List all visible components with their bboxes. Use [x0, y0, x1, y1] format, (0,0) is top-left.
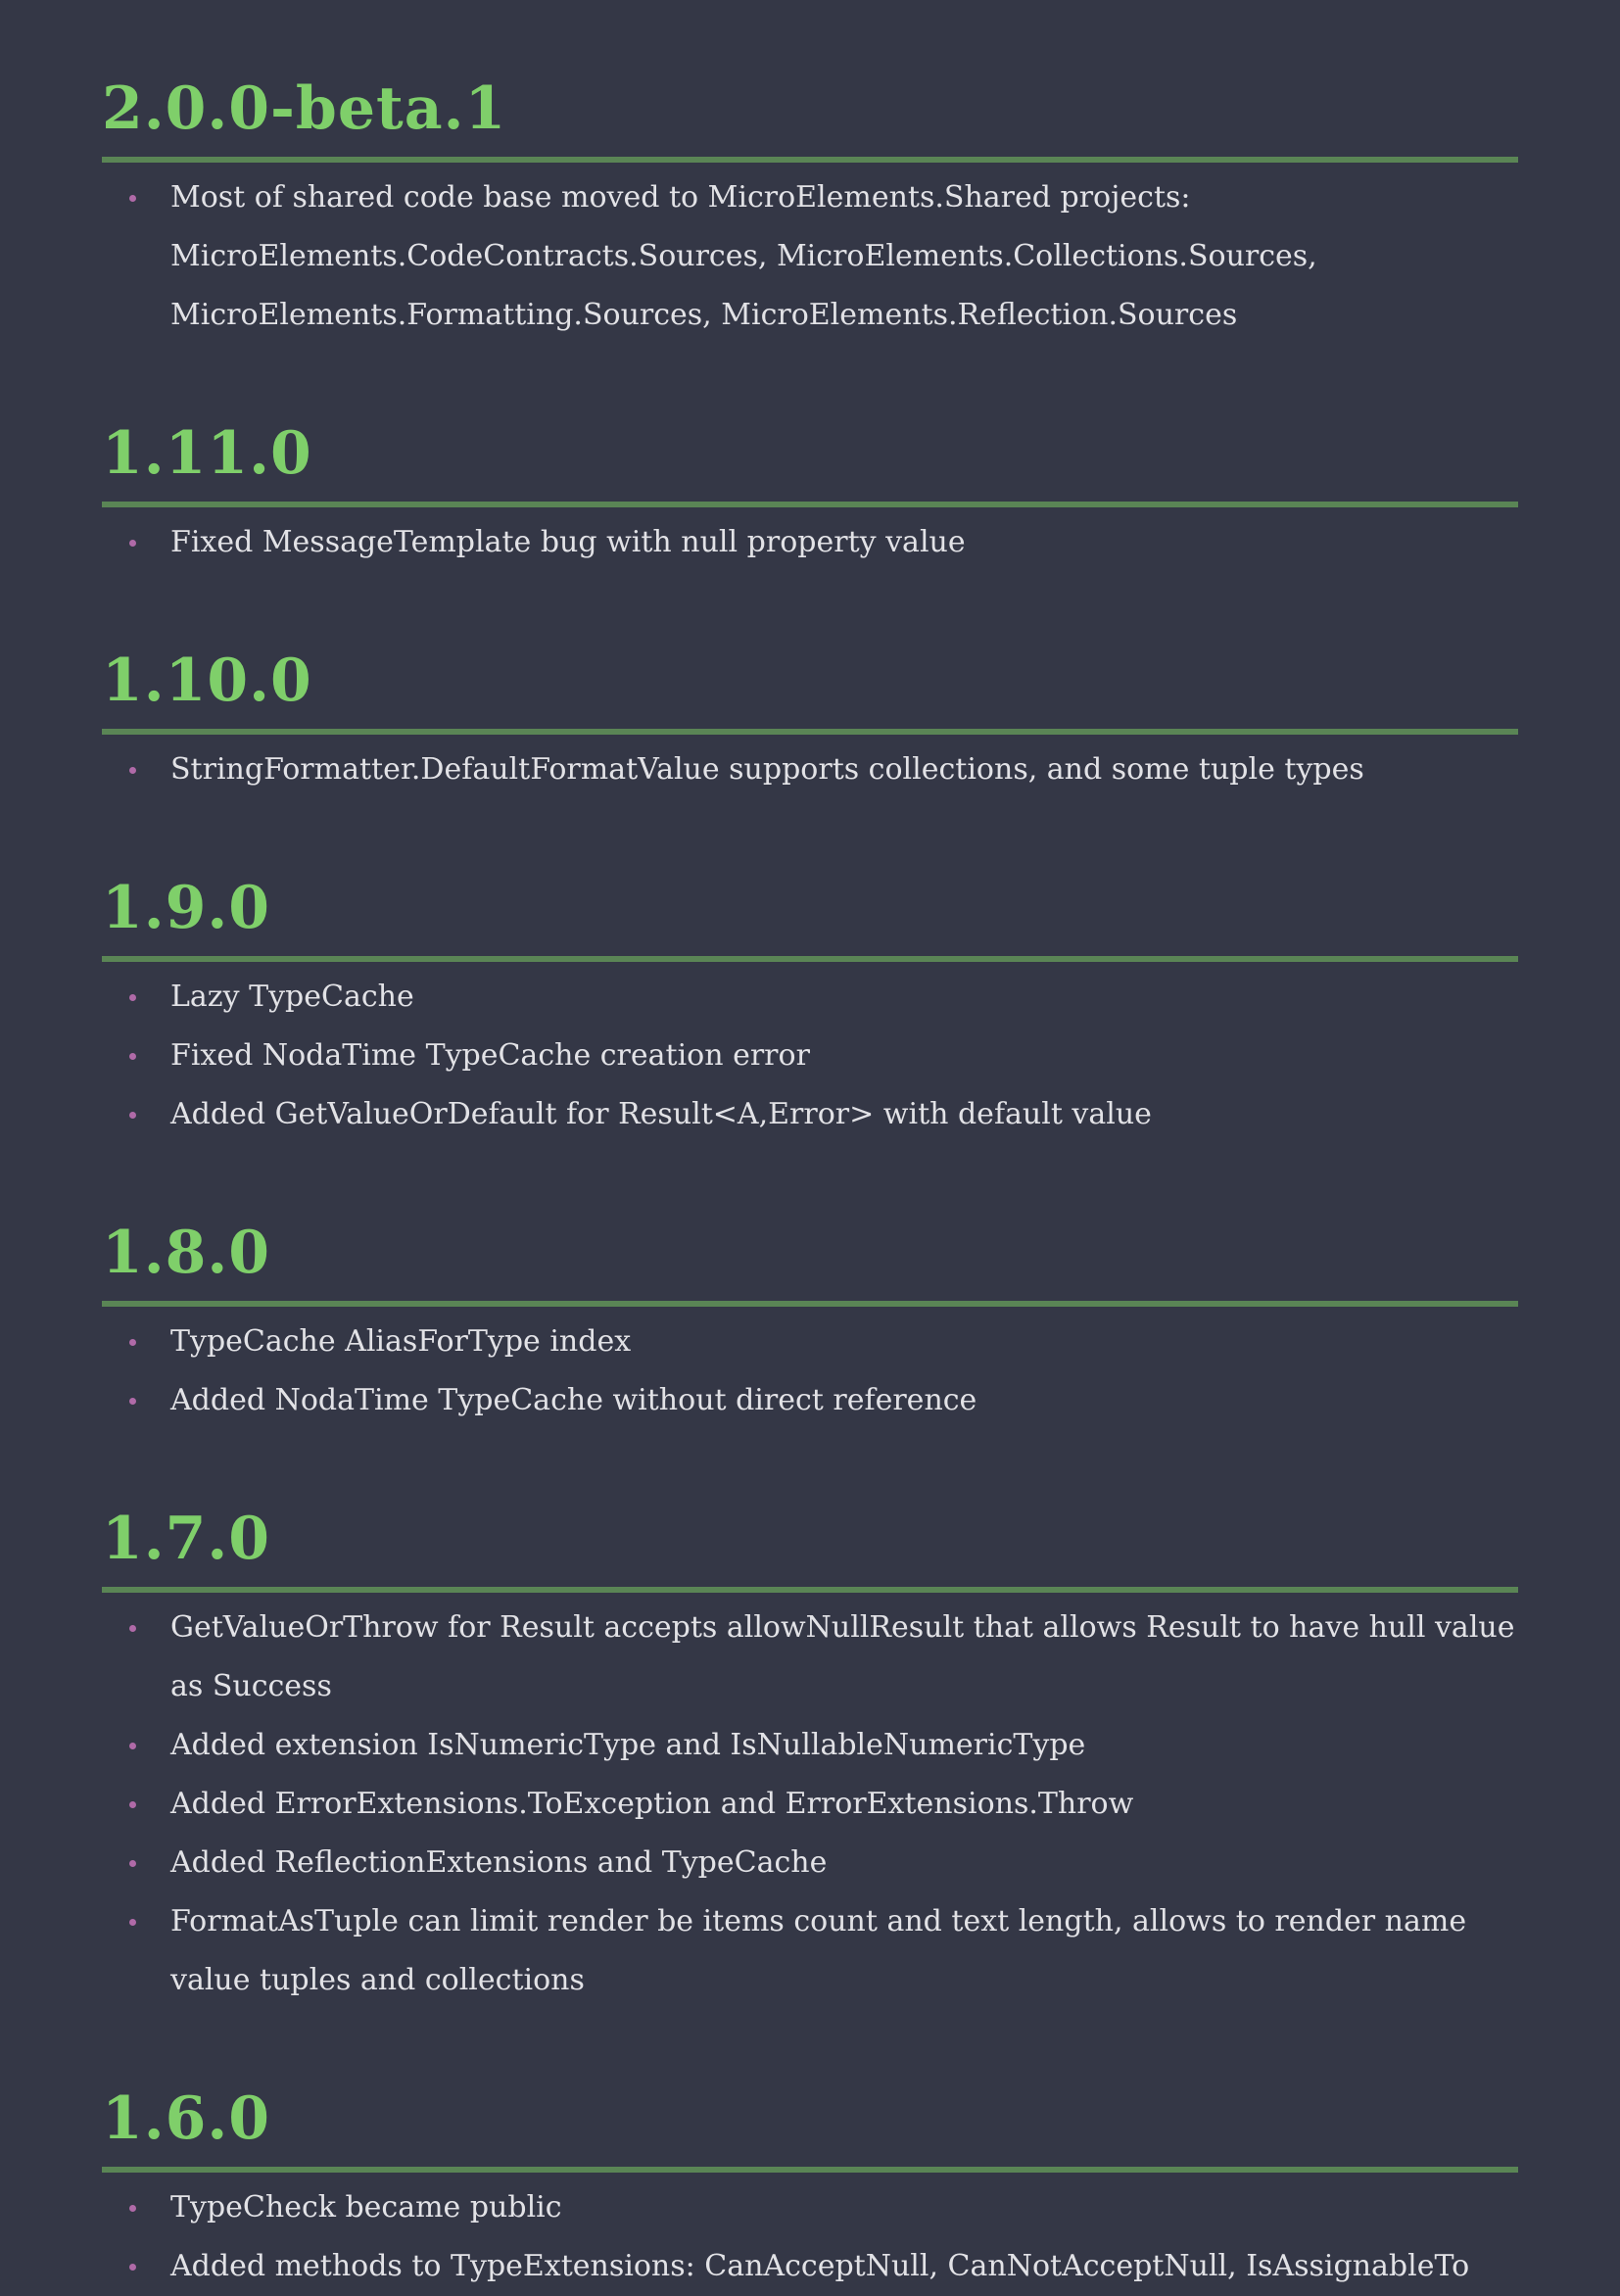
change-text: Most of shared code base moved to MicroElements.Shared projects: MicroElements.CodeContracts.Sources, MicroElements.Collections.Sources, MicroElements.Formatting.Sources, MicroElements.Reflection.Sources [170, 180, 1317, 332]
list-item [170, 513, 1518, 572]
list-item [170, 1085, 1518, 1144]
list-item [170, 1313, 1518, 1371]
bullet-icon [129, 1919, 136, 1926]
change-list [102, 1313, 1518, 1430]
release-1-11-0 [102, 413, 1518, 572]
list-item [170, 1027, 1518, 1085]
change-list [102, 2178, 1518, 2296]
change-text: Added ReflectionExtensions and TypeCache [170, 1845, 828, 1880]
release-2-0-0-beta-1 [102, 69, 1518, 345]
bullet-icon [129, 1398, 136, 1405]
change-list [102, 513, 1518, 572]
list-item [170, 741, 1518, 799]
change-text: Added ErrorExtensions.ToException and ErrorExtensions.Throw [170, 1787, 1134, 1821]
change-text: Fixed MessageTemplate bug with null property value [170, 525, 966, 559]
change-text: Lazy TypeCache [170, 980, 414, 1014]
change-text: TypeCheck became public [170, 2190, 562, 2224]
release-1-8-0 [102, 1213, 1518, 1430]
list-item [170, 168, 1518, 345]
bullet-icon [129, 1801, 136, 1808]
section-spacer [102, 799, 1518, 868]
bullet-icon [129, 1339, 136, 1346]
release-1-9-0 [102, 868, 1518, 1144]
bullet-icon [129, 994, 136, 1001]
list-item [170, 1775, 1518, 1834]
bullet-icon [129, 2205, 136, 2212]
change-text: FormatAsTuple can limit render be items count and text length, allows to render name value tuples and collections [170, 1904, 1467, 1997]
bullet-icon [129, 767, 136, 774]
version-heading: 1.6.0 [102, 2079, 1518, 2173]
change-text: Added extension IsNumericType and IsNullableNumericType [170, 1728, 1086, 1762]
section-spacer [102, 1144, 1518, 1213]
release-1-6-0 [102, 2079, 1518, 2296]
change-list [102, 968, 1518, 1144]
list-item [170, 1716, 1518, 1775]
release-1-7-0 [102, 1499, 1518, 2010]
bullet-icon [129, 1860, 136, 1867]
changelog-document [102, 69, 1518, 2296]
list-item [170, 1371, 1518, 1430]
bullet-icon [129, 195, 136, 202]
change-list [102, 741, 1518, 799]
version-heading: 1.8.0 [102, 1213, 1518, 1307]
change-text: Added GetValueOrDefault for Result<A,Error> with default value [170, 1097, 1152, 1131]
version-heading: 1.10.0 [102, 641, 1518, 735]
bullet-icon [129, 1053, 136, 1060]
bullet-icon [129, 1625, 136, 1632]
bullet-icon [129, 1112, 136, 1119]
change-text: Added NodaTime TypeCache without direct reference [170, 1383, 977, 1417]
release-1-10-0 [102, 641, 1518, 799]
version-heading: 2.0.0-beta.1 [102, 69, 1518, 163]
change-text: Fixed NodaTime TypeCache creation error [170, 1038, 810, 1073]
list-item [170, 968, 1518, 1027]
list-item [170, 1834, 1518, 1892]
section-spacer [102, 345, 1518, 413]
change-text: GetValueOrThrow for Result accepts allowNullResult that allows Result to have hull value as Success [170, 1610, 1515, 1703]
change-text: TypeCache AliasForType index [170, 1324, 632, 1359]
change-text: Added methods to TypeExtensions: CanAcceptNull, CanNotAcceptNull, IsAssignableTo [170, 2249, 1470, 2283]
section-spacer [102, 1430, 1518, 1499]
section-spacer [102, 572, 1518, 641]
version-heading: 1.11.0 [102, 413, 1518, 507]
bullet-icon [129, 2264, 136, 2271]
bullet-icon [129, 1743, 136, 1749]
list-item [170, 2178, 1518, 2237]
version-heading: 1.7.0 [102, 1499, 1518, 1593]
change-list [102, 168, 1518, 345]
list-item [170, 1892, 1518, 2010]
section-spacer [102, 2010, 1518, 2079]
change-text: StringFormatter.DefaultFormatValue supports collections, and some tuple types [170, 752, 1364, 787]
list-item [170, 1599, 1518, 1716]
list-item [170, 2237, 1518, 2296]
version-heading: 1.9.0 [102, 868, 1518, 962]
change-list [102, 1599, 1518, 2010]
bullet-icon [129, 540, 136, 547]
